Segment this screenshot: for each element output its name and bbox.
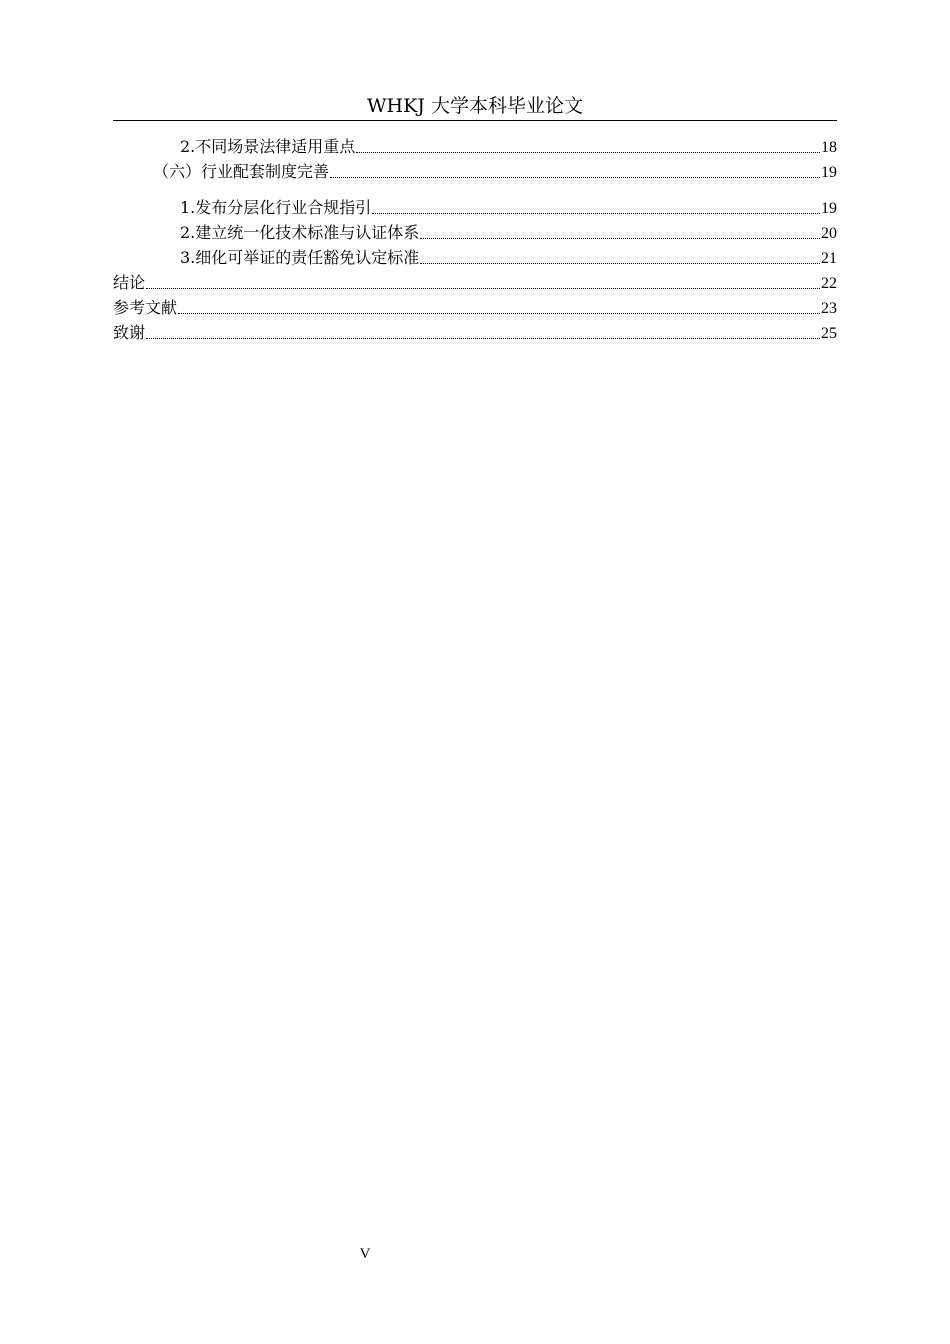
toc-entry-page: 25 — [821, 325, 837, 342]
toc-entry-page: 19 — [821, 200, 837, 217]
table-of-contents — [113, 134, 837, 345]
toc-entry-title: 参考文献 — [113, 298, 178, 317]
toc-entry[interactable] — [113, 270, 837, 295]
toc-entry-page: 18 — [821, 139, 837, 156]
toc-entry[interactable] — [113, 320, 837, 345]
toc-entry[interactable] — [113, 245, 837, 270]
toc-entry-page: 22 — [821, 275, 837, 292]
toc-leader-dots — [330, 176, 820, 178]
toc-leader-dots — [420, 262, 820, 264]
toc-entry-title: 3.细化可举证的责任豁免认定标准 — [180, 248, 420, 267]
toc-entry[interactable] — [113, 295, 837, 320]
toc-leader-dots — [178, 312, 820, 314]
toc-entry[interactable] — [113, 134, 837, 159]
toc-entry-title: 2.建立统一化技术标准与认证体系 — [180, 223, 420, 242]
page-number: V — [359, 1246, 371, 1262]
toc-entry[interactable] — [113, 195, 837, 220]
toc-entry-title: 致谢 — [113, 323, 146, 342]
header-title: WHKJ 大学本科毕业论文 — [367, 95, 583, 117]
toc-entry-title: 结论 — [113, 273, 146, 292]
toc-entry-page: 19 — [821, 164, 837, 181]
toc-entry-title: （六）行业配套制度完善 — [153, 162, 330, 181]
toc-entry-title: 2.不同场景法律适用重点 — [180, 137, 356, 156]
toc-entry-title: 1.发布分层化行业合规指引 — [180, 198, 372, 217]
toc-leader-dots — [356, 151, 820, 153]
toc-leader-dots — [146, 287, 820, 289]
toc-entry-page: 23 — [821, 300, 837, 317]
toc-entry[interactable] — [113, 159, 837, 184]
toc-leader-dots — [420, 237, 820, 239]
toc-entry-page: 20 — [821, 225, 837, 242]
toc-entry-page: 21 — [821, 250, 837, 267]
toc-entry[interactable] — [113, 220, 837, 245]
page-header — [113, 92, 837, 121]
toc-leader-dots — [146, 337, 820, 339]
toc-leader-dots — [372, 212, 820, 214]
